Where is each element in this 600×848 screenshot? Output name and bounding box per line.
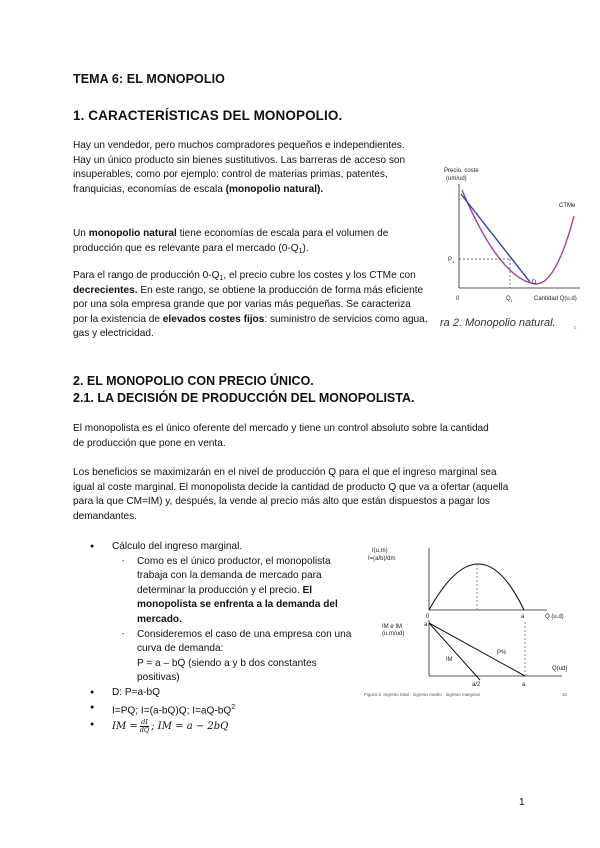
formula-fraction — [140, 719, 150, 734]
demand-curve — [461, 194, 530, 282]
figure-2-caption-mark: 10 — [562, 692, 568, 697]
figure-1-caption: ra 2. Monopolio natural. — [440, 317, 556, 329]
section-2-heading-line-2: 2.1. LA DECISIÓN DE PRODUCCIÓN DEL MONOPOLISTA. — [73, 391, 415, 405]
paragraph-bold: monopolio natural — [88, 228, 177, 239]
top-mark: a — [521, 614, 525, 620]
paragraph-text: ). — [302, 242, 309, 254]
figure-1-y-label: Precio, coste — [444, 168, 479, 174]
formula-rhs: ; IM = a − 2bQ — [151, 721, 229, 733]
figure-2-top-label-2: I=(a/b)/dm — [368, 556, 396, 562]
figure-2-caption: Figura 3. Ingreso total · ingreso medio · ingreso marginal — [364, 692, 480, 697]
section-1-heading: 1. CARACTERÍSTICAS DEL MONOPOLIO. — [73, 108, 343, 123]
paragraph-text: , el precio cubre los costes y los CTMe con — [223, 270, 416, 281]
bullet-text: I=PQ; I=(a-bQ)Q; I=aQ-bQ — [112, 704, 232, 716]
marginal-revenue-line — [429, 623, 480, 680]
ctme-label: CTMe — [559, 203, 576, 209]
superscript: 2 — [231, 703, 236, 711]
bullet-text: D: P=a-bQ — [112, 686, 160, 698]
p1-letter: P — [448, 257, 453, 263]
section-2-paragraph-2: Los beneficios se maximizarán en el nivel de producción Q para el que el ingreso marginal sea igual al coste marginal. El monopolista decide la cantidad de producto Q que va a ofertar (aquella para la que CM=IM) y, después, la vende al precio más alto que están dispuestos a pagar los demandantes. — [73, 467, 509, 522]
bullet-item — [90, 701, 360, 719]
bullet-item — [90, 686, 360, 701]
paragraph-text: En este rango, se obtiene la producción de forma más eficiente por una sola empresa grande que por varias más pequeñas. Se caracteriza por la existencia de — [73, 284, 424, 325]
figure-1-origin: 0 — [456, 296, 460, 302]
im-label: IM — [446, 657, 453, 663]
top-x-label: Q (u.d) — [545, 614, 564, 620]
paragraph-text: : suministro de servicios como agua, gas y electricidad. — [73, 313, 428, 340]
demand-label: D — [532, 280, 537, 286]
paragraph-bold: decrecientes. — [73, 284, 138, 296]
formula-lhs: IM = — [112, 721, 138, 733]
section-1-paragraph-3 — [73, 269, 428, 342]
section-2-heading — [73, 373, 414, 407]
sub-item — [118, 628, 360, 686]
paragraph-bold: elevados costes fijos — [162, 313, 265, 325]
section-2-heading-line-1: 2. EL MONOPOLIO CON PRECIO ÚNICO. — [73, 374, 314, 388]
bullet-list — [90, 540, 360, 736]
paragraph-bold: (monopolio natural). — [225, 183, 324, 195]
demand-price-line — [429, 623, 525, 676]
sub-item — [118, 555, 360, 628]
section-2-paragraph-1: El monopolista es el único oferente del mercado y tiene un control absoluto sobre la cantidad de producción que pone en venta. — [73, 423, 489, 449]
paragraph-text: Un — [73, 228, 86, 239]
bottom-x-label: Q(ud) — [552, 666, 568, 672]
page-number: 1 — [519, 797, 525, 808]
revenue-figure — [362, 540, 577, 705]
q1-label — [506, 296, 514, 303]
bottom-y-a: a — [424, 622, 428, 628]
sub-item-text: P = a – bQ (siendo a y b dos constantes positivas) — [137, 657, 317, 684]
p1-subscript: 1 — [452, 259, 455, 264]
sub-item-text: Como es el único productor, el monopolista trabaja con la demanda de mercado para determinar la producción y el precio. — [137, 555, 331, 596]
section-1-paragraph-1 — [73, 139, 423, 197]
q1-subscript: 1 — [510, 298, 513, 303]
figure-1-y-unit: (um/ud) — [446, 176, 467, 182]
figure-2-top-label-1: I(u.m) — [372, 548, 388, 554]
figure-2-bottom-label-2: (u.m/ud) — [382, 631, 405, 637]
bullet-text: Cálculo del ingreso marginal. — [112, 541, 243, 552]
section-2-bullets — [90, 540, 360, 736]
ctme-curve — [462, 190, 574, 284]
bottom-x-tick-2: a — [522, 682, 526, 688]
figure-2-bottom-label-1: IM e IM — [382, 624, 403, 630]
sub-list — [118, 555, 360, 686]
q1-letter: Q — [506, 296, 511, 302]
figure-1-x-label: Cantidad Q(u.d) — [534, 296, 577, 302]
paragraph-text: tiene economías de escala para el volumen de producción que es relevante para el mercado (0-Q — [73, 228, 389, 254]
bullet-item — [90, 718, 360, 736]
paragraph-text: Para el rango de producción 0-Q — [73, 270, 220, 281]
total-revenue-curve — [429, 564, 524, 610]
subscript: 1 — [219, 275, 224, 282]
top-zero: 0 — [426, 614, 430, 620]
document-title: TEMA 6: EL MONOPOLIO — [73, 72, 226, 86]
section-1-paragraph-2 — [73, 227, 423, 256]
bullet-item — [90, 540, 360, 686]
fraction-denominator: dQ — [139, 726, 150, 735]
subscript: 1 — [298, 247, 303, 255]
figure-1-corner-mark: c — [574, 325, 577, 331]
p1-label — [448, 257, 455, 264]
fraction-numerator: dI — [141, 718, 148, 727]
sub-item-bold: El monopolista se enfrenta a la demanda del mercado. — [137, 584, 338, 625]
sub-item-text: - Consideremos el caso de una empresa con una curva de demanda: — [137, 628, 352, 655]
paragraph-text: Hay un vendedor, pero muchos compradores pequeños e independientes. Hay un único producto sin bienes sustitutivos. Las barreras de acceso son insuperables, como por ejemplo: control de materias primas, patentes, franquicias, economías de escala — [73, 140, 406, 195]
bottom-x-tick-1: a/2 — [472, 682, 481, 688]
p-label: P% — [497, 650, 507, 656]
